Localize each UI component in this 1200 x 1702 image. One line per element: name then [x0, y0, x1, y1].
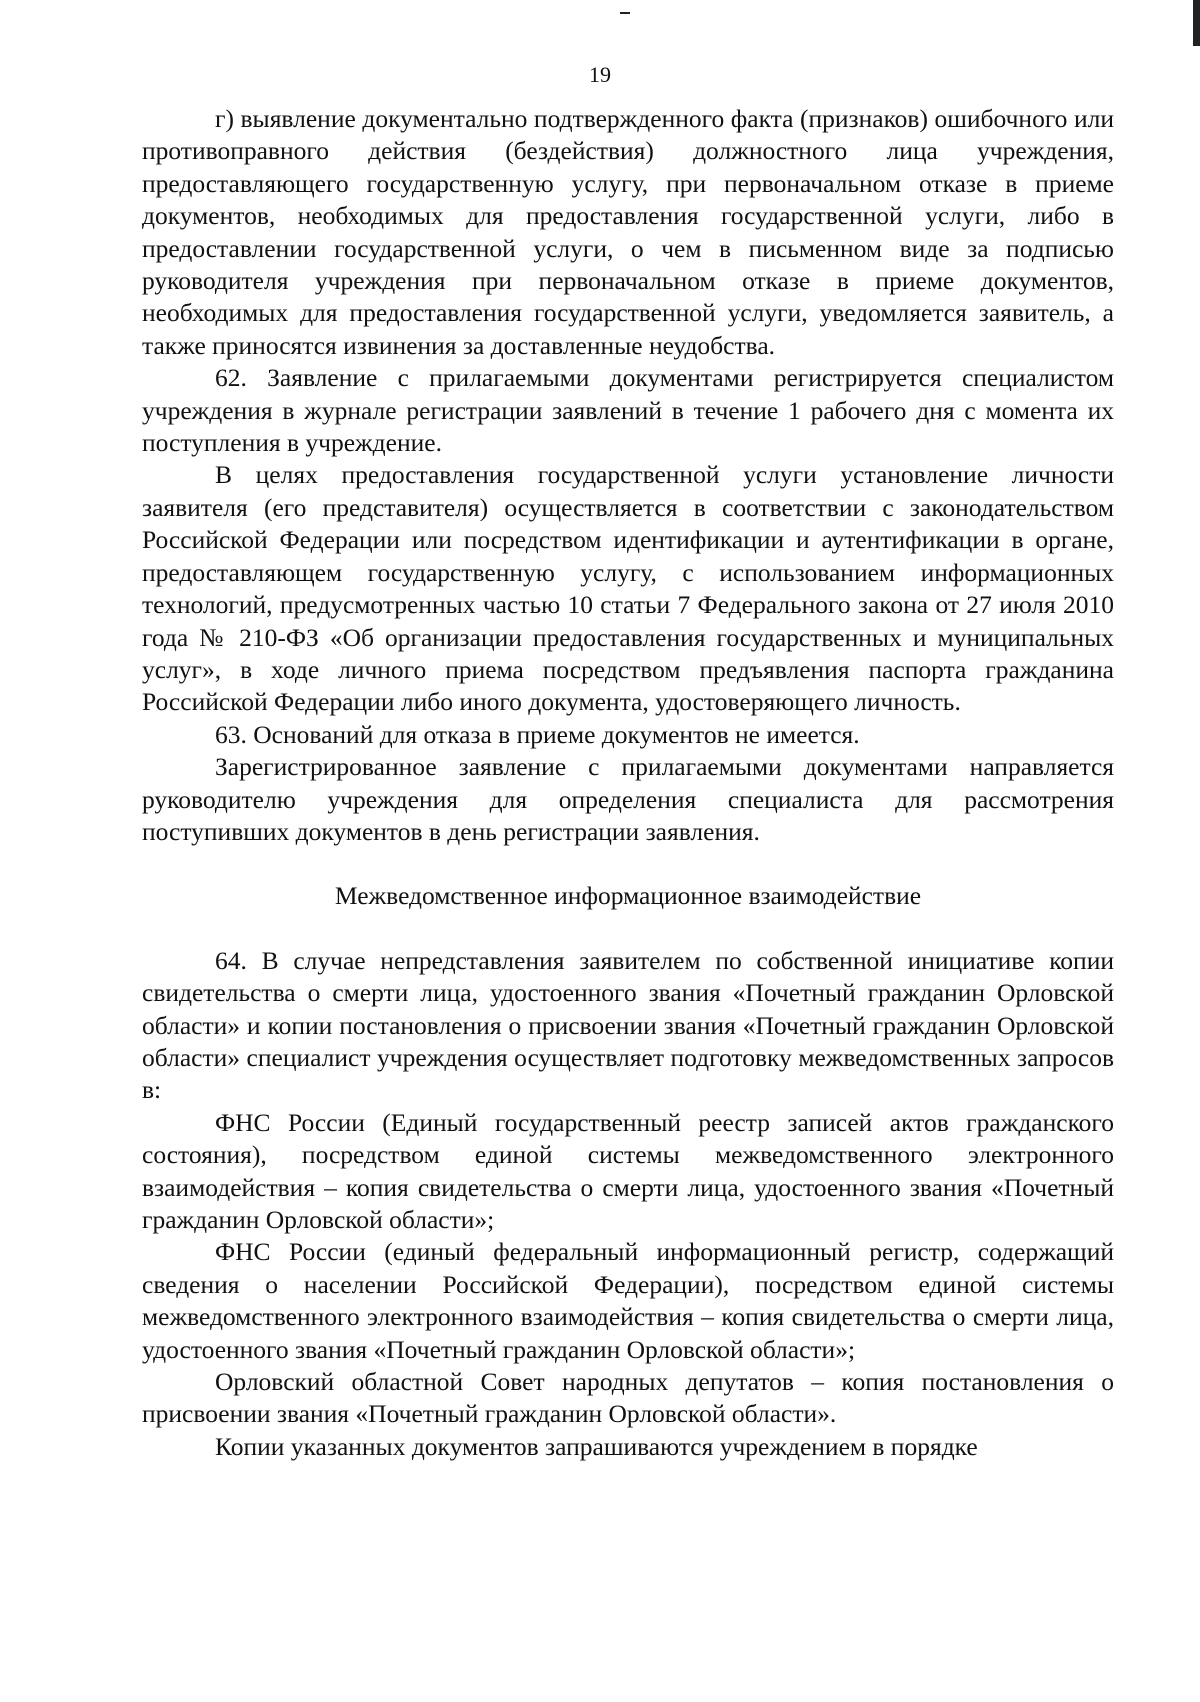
scan-mark-top	[620, 12, 630, 14]
paragraph-fns-population-register: ФНС России (единый федеральный информационный регистр, содержащий сведения о населении Российской Федерации), посредством единой системы межведомственного электронного взаимодействия – копия свидетельства о смерти лица, удостоенного звания «Почетный гражданин Орловской области»;	[142, 1237, 1114, 1364]
scan-mark-right	[1193, 0, 1200, 46]
paragraph-regional-council: Орловский областной Совет народных депутатов – копия постановления о присвоении звания «Почетный гражданин Орловской области».	[142, 1367, 1114, 1429]
paragraph-64: 64. В случае непредставления заявителем по собственной инициативе копии свидетельства о смерти лица, удостоенного звания «Почетный гражданин Орловской области» и копии постановления о присвоении звания «Почетный гражданин Орловской области» специалист учреждения осуществляет подготовку межведомственных запросов в:	[142, 945, 1114, 1105]
paragraph-63: 63. Оснований для отказа в приеме документов не имеется.	[215, 719, 860, 749]
paragraph-item-g: г) выявление документально подтвержденного факта (признаков) ошибочного или противоправного действия (бездействия) должностного лица учреждения, предоставляющего государственную услугу, при первоначальном отказе в приеме документов, необходимых для предоставления государственной услуги, либо в предоставлении государственной услуги, о чем в письменном виде за подписью руководителя учреждения при первоначальном отказе в приеме документов, необходимых для предоставления государственной услуги, уведомляется заявитель, а также приносятся извинения за доставленные неудобства.	[142, 104, 1114, 360]
paragraph-copies-requested: Копии указанных документов запрашиваются учреждением в порядке	[215, 1431, 978, 1461]
paragraph-62: 62. Заявление с прилагаемыми документами регистрируется специалистом учреждения в журнале регистрации заявлений в течение 1 рабочего дня с момента их поступления в учреждение.	[142, 363, 1114, 458]
paragraph-identity-verification: В целях предоставления государственной услуги установление личности заявителя (его представителя) осуществляется в соответствии с законодательством Российской Федерации или посредством идентификации и аутентификации в органе, предоставляющем государственную услугу, с использованием информационных технологий, предусмотренных частью 10 статьи 7 Федерального закона от 27 июля 2010 года № 210-ФЗ «Об организации предоставления государственных и муниципальных услуг», в ходе личного приема посредством предъявления паспорта гражданина Российской Федерации либо иного документа, удостоверяющего личность.	[142, 460, 1114, 717]
paragraph-registered-application: Зарегистрированное заявление с прилагаемыми документами направляется руководителю учреждения для определения специалиста для рассмотрения поступивших документов в день регистрации заявления.	[142, 752, 1114, 846]
document-body	[142, 103, 1114, 1463]
section-heading: Межведомственное информационное взаимодействие	[334, 881, 922, 911]
paragraph-fns-civil-registry: ФНС России (Единый государственный реестр записей актов гражданского состояния), посредством единой системы межведомственного электронного взаимодействия – копия свидетельства о смерти лица, удостоенного звания «Почетный гражданин Орловской области»;	[142, 1107, 1114, 1234]
page-number: 19	[589, 62, 611, 87]
